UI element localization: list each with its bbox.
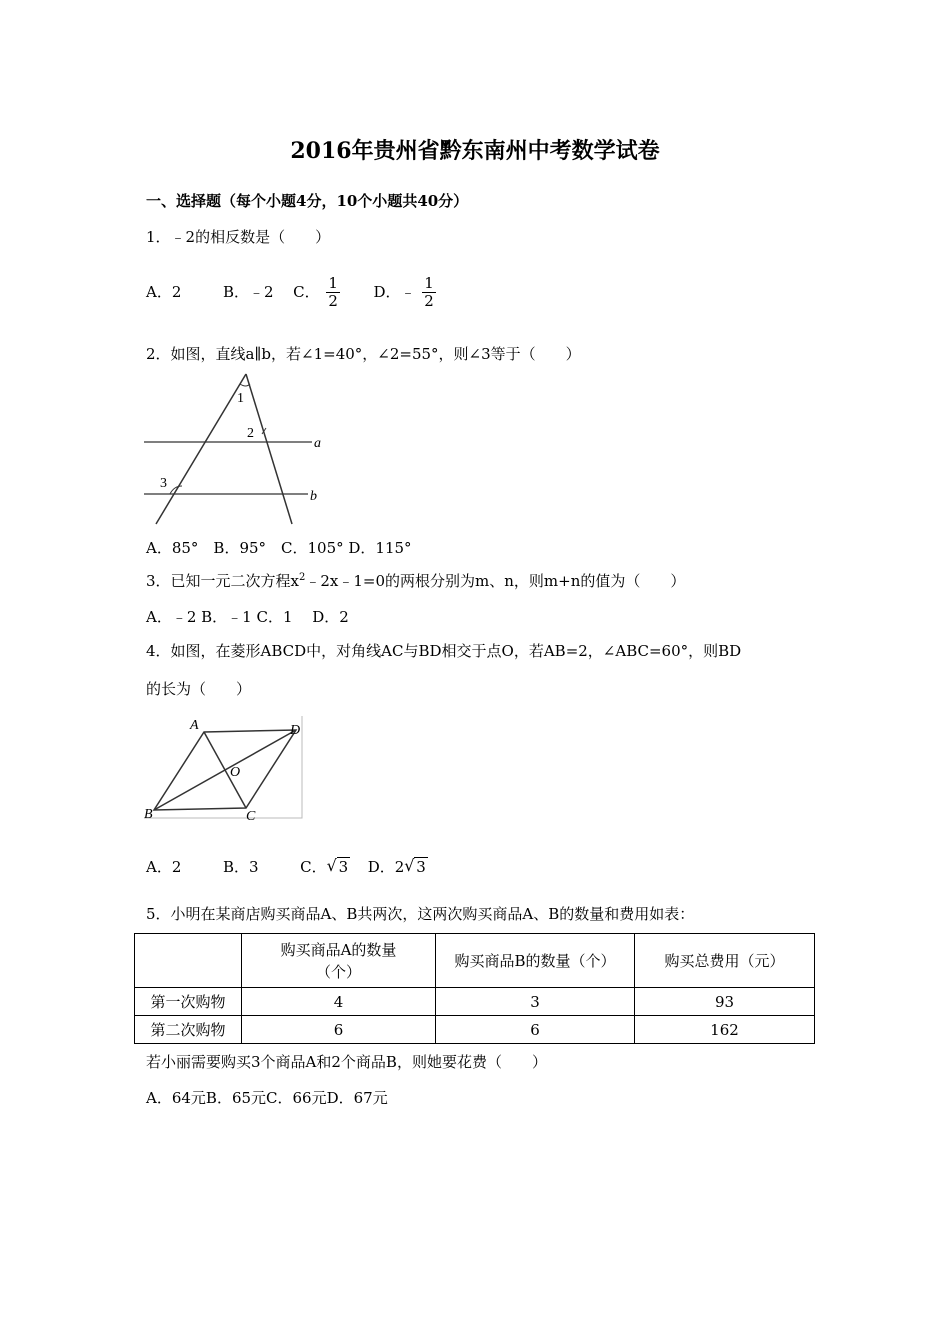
table-header-qty-a: 购买商品A的数量 （个） (242, 934, 436, 988)
angle1-label: 1 (237, 391, 244, 406)
table-cell: 6 (436, 1016, 635, 1044)
center-o-label: O (230, 765, 241, 780)
q2-parallel-lines-figure (140, 370, 330, 528)
q5-options: A．64元B．65元C．66元D．67元 (146, 1089, 388, 1107)
q3-options: A．﹣2 B．﹣1 C．1 D．2 (146, 608, 349, 626)
q3-exponent: 2 (299, 572, 306, 583)
q5-follow-up: 若小丽需要购买3个商品A和2个商品B，则她要花费（ ） (146, 1053, 547, 1071)
q4-option-c-sqrt: √ 3 (326, 856, 349, 876)
q2-stem: 2．如图，直线a∥b，若∠1=40°，∠2=55°，则∠3等于（ ） (146, 345, 581, 363)
q4-options (146, 856, 428, 877)
angle3-label: 3 (160, 476, 167, 491)
page-title: 2016年贵州省黔东南州中考数学试卷 (290, 138, 660, 164)
q1-options (146, 276, 438, 309)
q4-stem-line2: 的长为（ ） (146, 680, 252, 698)
q4-option-a: A．2 (146, 858, 182, 876)
q1-option-a: A．2 (146, 282, 182, 301)
table-cell: 6 (242, 1016, 436, 1044)
q4-option-d-label: D．2 (367, 858, 405, 876)
line-a-label: a (314, 436, 321, 451)
q5-stem: 5．小明在某商店购买商品A、B共两次，这两次购买商品A、B的数量和费用如表： (146, 905, 695, 923)
table-header-empty (135, 934, 242, 988)
table-cell: 162 (635, 1016, 815, 1044)
q2-options: A．85° B．95° C．105° D．115° (146, 539, 412, 557)
vertex-b-label: B (144, 807, 153, 822)
table-header-total-cost: 购买总费用（元） (635, 934, 815, 988)
table-row (135, 1016, 815, 1044)
q1-option-d-fraction: $\frac{1}{2}$ (424, 274, 434, 310)
table-cell: 3 (436, 988, 635, 1016)
q1-stem: 1．﹣2的相反数是（ ） (146, 228, 331, 246)
table-cell: 4 (242, 988, 436, 1016)
section-header: 一、选择题（每个小题4分，10个小题共40分） (146, 192, 469, 210)
vertex-c-label: C (246, 809, 256, 824)
diagonal-bd (154, 730, 296, 810)
table-header-qty-b: 购买商品B的数量（个） (436, 934, 635, 988)
q4-option-b: B．3 (222, 858, 259, 876)
q1-option-b: B．﹣2 (222, 282, 274, 301)
q5-purchase-table (134, 933, 815, 1044)
vertex-d-label: D (290, 723, 301, 738)
q4-option-c-label: C． (300, 858, 327, 876)
table-cell: 第二次购物 (135, 1016, 242, 1044)
transversal-right (246, 374, 292, 524)
q4-stem-line1: 4．如图，在菱形ABCD中，对角线AC与BD相交于点O，若AB=2，∠ABC=60°，则BD (146, 642, 742, 660)
table-cell: 第一次购物 (135, 988, 242, 1016)
q1-option-c-fraction: $\frac{1}{2}$ (328, 274, 338, 310)
vertex-a-label: A (190, 718, 199, 733)
q4-option-d-sqrt: √ 3 (404, 856, 426, 876)
table-row (135, 988, 815, 1016)
transversal-left (156, 374, 246, 524)
q4-rhombus-figure (140, 712, 308, 824)
q3-stem: 3．已知一元二次方程$x^2﹣2x﹣1=0$的两根分别为m、n，则m+n的值为（ ） (146, 572, 686, 590)
q1-option-d-label: D．﹣ (373, 282, 416, 301)
line-b-label: b (310, 489, 317, 504)
q1-option-c-label: C． (293, 282, 320, 301)
table-cell: 93 (635, 988, 815, 1016)
angle2-label: 2 (247, 426, 254, 441)
